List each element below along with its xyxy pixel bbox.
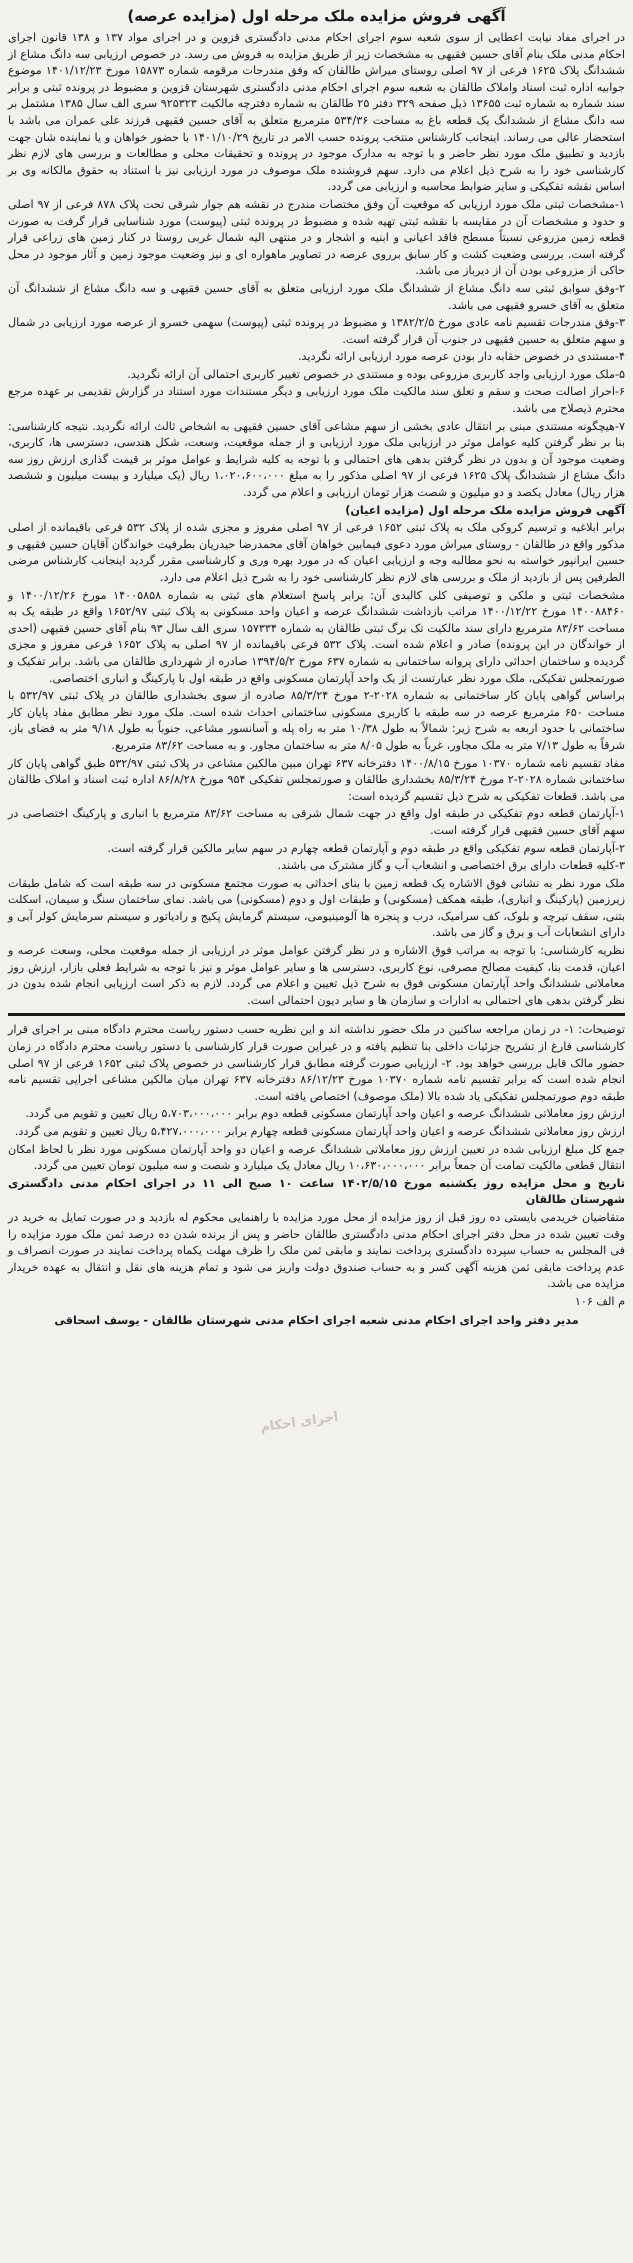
land-item-5: ۵-ملک مورد ارزیابی واجد کاربری مزروعی بوده و مستندی در خصوص تغییر کاربری احتمالی آن ارائه نگردید. [127, 367, 625, 381]
terms-paragraph-3: ارزش روز معاملاتی ششدانگ عرصه و اعیان واحد آپارتمان مسکونی قطعه چهارم برابر ۵،۴۲۷،۰۰۰،۰۰۰ ریال تعیین و تقویم می گردد. [14, 1125, 625, 1138]
section-divider [8, 1013, 625, 1016]
bidder-instructions-paragraph: متقاضیان خریدمی بایستی ده روز قبل از روز مزایده از محل مورد مزایده با راهنمایی محکوم له بازدید و در صورت تمایل به خرید در وقت تعیین شده در محل دفتر اجرای احکام مدنی دادگستری طالقان حاضر و پس از برنده شدن ده درصد ثمن ملک مورد مزایده را فی المجلس به حساب سپرده دادگستری پرداخت نمایند و مابقی ثمن ملک را ظرف مهلت یکماه پرداخت نمایند در صورت انصراف و عدم پرداخت مابقی ثمن هزینه آگهی کسر و به حساب صندوق دولت واریز می شود و تمام هزینه های نقل و انتقال به عهده خریدار مزایده می باشد. [8, 1210, 625, 1291]
stamp-watermark: اجرای احکام [259, 1409, 340, 1436]
notice-title: آگهی فروش مزایده ملک مرحله اول (مزایده عرصه) [127, 7, 506, 25]
reference-code: م الف ۱۰۶ [574, 1294, 625, 1308]
land-item-2: ۲-وفق سوابق ثبتی سه دانگ مشاع از ششدانگ ملک مورد ارزیابی متعلق به آقای حسین فقیهی و سه دانگ مشاع از ششدانگ آن متعلق به آقای خسرو فقیهی می باشد. [8, 281, 625, 312]
land-item-6: ۶-احراز اصالت صحت و سقم و تعلق سند مالکیت ملک مورد ارزیابی و دیگر مستندات مورد استناد در گزارش تقدیمی بر عهده مرجع محترم ذیصلاح می باشد. [8, 385, 625, 416]
section-building-auction [8, 503, 625, 1010]
building-paragraph-2: مشخصات ثبتی و ملکی و توصیفی کلی کالبدی آن: برابر پاسخ استعلام های ثبتی به شماره ۱۴۰۰۵۸۵۸ مورخ ۱۴۰۰/۱۲/۲۶ و ۱۴۰۰۸۸۴۶۰ مورخ ۱۴۰۰/۱۲/۲۲ مراتب بازداشت ششدانگ عرصه و اعیان واحد مسکونی به پلاک ثبتی ۱۶۵۲/۹۷ واقع در طبقه یک به مساحت ۸۳/۶۲ مترمربع دارای سند مالکیت تک برگ ثبتی طالقان به شماره ۱۵۷۳۳۴ سری الف سال ۹۳ بنام آقای حسین فقیهی (احدی از خواندگان در این پرونده) صادر و اعلام شده است. پلاک ۵۳۲ فرعی باقیمانده از ۹۷ اصلی به پلاک ۱۶۵۲ فرعی مفروز و مجزی گردیده و ساختمان احداثی دارای پروانه ساختمانی به شماره ۶۳۷ مورخ ۱۳۹۴/۵/۲ صادره از شهرداری طالقان می باشد. برابر تفکیک و صورتمجلس تفکیکی، ملک مورد نظر عبارتست از یک واحد آپارتمان مسکونی واقع در طبقه اول با پارکینگ و انباری اختصاصی. [8, 588, 625, 685]
building-paragraph-1: برابر ابلاغیه و ترسیم کروکی ملک به پلاک ثبتی ۱۶۵۲ فرعی از ۹۷ اصلی مفروز و مجزی شده از پلاک ۵۳۲ فرعی باقیمانده از اصلی مذکور واقع در طالقان - روستای میراش مورد دعوی فیمابین خواهان آقای محمدرضا حیدریان بطرفیت خواندگان آقایان حسین فقیهی و حسین ایرانپور خواسته به نحو مطالبه وجه و ارزیابی اعیان که در مورد بهره وری و کارشناسی مقرر گردید اینجانب کارشناس مرضی الطرفین پس از بازدید از ملک و بررسی های لازم نظر کارشناسی خود را به شرح ذیل اعلام می دارد. [8, 521, 626, 584]
land-item-1: ۱-مشخصات ثبتی ملک مورد ارزیابی که موقعیت آن وفق مختصات مندرج در نقشه هم جوار شرقی تحت پلاک ۸۷۸ فرعی از ۹۷ اصلی و حدود و مشخصات آن در مقایسه با نقشه ثبتی تهیه شده و مضبوط در پرونده ثبتی (پیوست) مورد شناسایی قرار گرفت به صورت قطعه زمین مزروعی نسبتاً مسطح فاقد اعیانی و ابنیه و اشجار و در منتهی الیه شمال غربی روستا در کنار زمین های زراعی قرار گرفته است. بررسی وضعیت کشت و کار سابق برروی عرصه در تصاویر ماهواره ای و نیز وضعیت موجود زمین و آثار موجود در محل حاکی از مزروعی بودن آن از دیرباز می باشد. [8, 197, 625, 278]
land-item-7: ۷-هیچگونه مستندی مبنی بر انتقال عادی بخشی از سهم مشاعی آقای حسین فقیهی به اشخاص ثالث ارائه نگردید. نتیجه کارشناسی: بنا بر نظر گرفتن کلیه عوامل موثر در ارزیابی ملک مورد ارزیابی و از جمله موقعیت، وسعت، شکل هندسی، دسترسی ها، کاربری، وضعیت موجود آن و بدون در نظر گرفتن بدهی های احتمالی و با توجه به کلیه شرایط و عوامل موثر بر قیمت گذاری ارزش روز سه دانگ مشاع از ششدانگ پلاک ۱۶۲۵ فرعی از ۹۷ اصلی مذکور را به مبلغ ۱،۰۲۰،۶۰۰،۰۰۰ ریال (یک میلیارد و بیست میلیون و ششصد هزار ریال) معادل یکصد و دو میلیون و شصت هزار تومان ارزیابی و اعلام می گردد. [8, 419, 626, 500]
building-paragraph-9: نظریه کارشناسی: با توجه به مراتب فوق الاشاره و در نظر گرفتن عوامل موثر در ارزیابی از جمله موقعیت محلی، وسعت عرصه و اعیان، قدمت بنا، کیفیت مصالح مصرفی، نوع کاربری، دسترسی ها و سایر عوامل موثر و نیز با توجه به شرایط فعلی بازار، ارزش روز معاملاتی ششدانگ واحد آپارتمان مسکونی فوق به شرح ذیل تعیین و اعلام می گردد. لازم به ذکر است ارزیابی انجام شده بدون در نظر گرفتن بدهی های احتمالی به ادارات و سازمان ها و سایر دیون احتمالی است. [8, 944, 625, 1007]
building-paragraph-6: ۲-آپارتمان قطعه سوم تفکیکی واقع در طبقه دوم و آپارتمان قطعه چهارم در سهم سایر مالکین قرار گرفته است. [107, 841, 625, 855]
terms-paragraph-1: توضیحات: ۱- در زمان مراجعه ساکنین در ملک حضور نداشته اند و این نظریه حسب دستور ریاست محترم دادگاه مبنی بر اجرای قرار کارشناسی فارغ از تشریح جزئیات داخلی بنا تنظیم یافته و در غیراین صورت قرار کارشناسی با دستور ریاست محترم دادگاه در زمان حضور مالک قابل بررسی خواهد بود. ۲- ارزیابی صورت گرفته مطابق قرار کارشناسی در خصوص پلاک ثبتی ۱۶۵۲ فرعی از ۹۷ اصلی انجام شده است که برابر تقسیم نامه شماره ۱۰۳۷۰ مورخ ۸۶/۱۲/۲۳ دفترخانه ۶۳۷ تهران میان مالکین مشاعی اجرایی تقسیم نامه طبقه دوم صورتمجلس تفکیکی یاد شده بالا (ملک موصوف) اختصاص یافته است. [8, 1023, 626, 1103]
building-paragraph-8: ملک مورد نظر به نشانی فوق الاشاره یک قطعه زمین با بنای احداثی به صورت مجتمع مسکونی در سه طبقه است که شامل طبقات زیرزمین (پارکینگ و انباری)، طبقه همکف (مسکونی) و طبقات اول و دوم (مسکونی) می باشد. نمای ساختمان سنگ و سیمان، اسکلت بتنی، سقف تیرچه و بلوک، کف سرامیک، درب و پنجره ها آلومینیومی، سیستم گرمایش پکیج و رادیاتور و سیستم سرمایش کولر آبی و دارای انشعابات آب و برق و گاز می باشد. [8, 876, 625, 940]
section-land-auction [8, 30, 625, 502]
section-terms [8, 1022, 625, 1310]
building-paragraph-7: ۳-کلیه قطعات دارای برق اختصاصی و انشعاب آب و گاز مشترک می باشند. [277, 859, 625, 873]
land-item-3: ۳-وفق مندرجات تقسیم نامه عادی مورخ ۱۳۸۲/۲/۵ و مضبوط در پرونده ثبتی (پیوست) سهمی خسرو از عرصه مورد ارزیابی در شمال و سهم متعلق به حسین فقیهی در جنوب آن قرار گرفته است. [8, 316, 625, 346]
building-paragraph-3: براساس گواهی پایان کار ساختمانی به شماره ۲۰۲۸-۲ مورخ ۸۵/۳/۲۴ صادره از سوی بخشداری طالقان در پلاک ثبتی ۵۳۲/۹۷ با مساحت ۶۵۰ مترمربع عرصه در سه طبقه با کاربری مسکونی ساختمانی احداث شده است. ملک مورد نظر مطابق مفاد پایان کار ساختمانی با حدود اربعه به شرح زیر: شمالاً به طول ۱۰/۳۸ متر به راه پله و آسانسور مشاعی، جنوباً به طول ۹/۱۸ متر به فضای باز، شرقاً به طول ۷/۱۳ متر به ملک مجاور، غرباً به طول ۸/۰۵ متر به ساختمان مجاور. و به مساحت ۸۳/۶۲ مترمربع. [8, 689, 625, 752]
land-item-4: ۴-مستندی در خصوص حقابه دار بودن عرصه مورد ارزیابی ارائه نگردید. [297, 350, 625, 364]
land-intro-paragraph: در اجرای مفاد نیابت اعطایی از سوی شعبه سوم اجرای احکام مدنی دادگستری قزوین و در اجرای مواد ۱۳۷ و ۱۳۸ قانون اجرای احکام مدنی ملک بنام آقای حسین فقیهی به مشخصات زیر از طریق مزایده به فروش می رسد. در خصوص ارزیابی سه دانگ مشاع از ششدانگ پلاک ۱۶۲۵ فرعی از ۹۷ اصلی روستای میراش طالقان که وفق مندرجات مرقومه شماره ۱۵۸۷۳ مورخ ۱۴۰۱/۱۲/۲۳ موضوع جوابیه اداره ثبت اسناد واملاک طالقان به شعبه سوم اجرای احکام مدنی دادگستری شهرستان قزوین و مضبوط در پرونده ثبتی و برابر سند شماره به شماره ثبت ۱۳۶۵۵ ذیل صفحه ۳۲۹ دفتر ۲۵ طالقان به شماره دفترچه مالکیت ۹۲۵۳۲۳ سری الف سال ۱۳۸۵ مشتمل بر سه دانگ مشاع از ششدانگ یک قطعه باغ به مساحت ۵۳۴/۳۶ مترمربع متعلق به آقای حسین فقیهی فرزند علی عمران می باشد با استحضار عالی می رساند. اینجانب کارشناس منتخب پرونده حسب الامر در تاریخ ۱۴۰۱/۱۰/۲۹ با حضور خواهان و یا نماینده شان جهت بازدید و تطبیق ملک مورد نظر حاضر و با توجه به مدارک موجود در پرونده و تحقیقات محلی و مطالعات و بررسی های لازم نظر کارشناسی خود را به شرح ذیل اعلام می دارد. سهم فروشنده ملک موصوف در مورد ارزیابی نیز با استناد به حقوق مالکانه وی بر اساس نقشه تفکیکی و سایر ضوابط محاسبه و ارزیابی می گردد. [8, 31, 626, 194]
building-paragraph-5: ۱-آپارتمان قطعه دوم تفکیکی در طبقه اول واقع در جهت شمال شرقی به مساحت ۸۳/۶۲ مترمربع با انباری و پارکینگ اختصاصی در سهم آقای حسین فقیهی قرار گرفته است. [8, 807, 625, 837]
building-heading: آگهی فروش مزایده ملک مرحله اول (مزایده اعیان) [345, 503, 625, 517]
building-paragraph-4: مفاد تقسیم نامه شماره ۱۰۳۷۰ مورخ ۱۴۰۰/۸/۱۵ دفترخانه ۶۳۷ تهران مبین مالکین مشاعی در پلاک ثبتی ۵۳۲/۹۷ طبق گواهی پایان کار ساختمانی شماره ۲۰۲۸-۲ مورخ ۸۵/۳/۲۴ بخشداری طالقان و صورتمجلس تفکیکی ۹۵۴ مورخ ۸۶/۸/۲۸ اداره ثبت اسناد و املاک طالقان می باشد. قطعات تفکیکی به شرح ذیل تقسیم گردیده است: [8, 756, 625, 803]
signature-line: مدیر دفتر واحد اجرای احکام مدنی شعبه اجرای احکام مدنی شهرستان طالقان - یوسف اسحاقی [54, 1313, 579, 1327]
terms-paragraph-4: جمع کل مبلغ ارزیابی شده در تعیین ارزش روز معاملاتی ششدانگ عرصه و اعیان دو واحد آپارتمان مسکونی مورد نظر با لحاظ امکان انتقال قطعی مالکیت تمامت آن جمعاً برابر ۱۰،۶۳۰،۰۰۰،۰۰۰ ریال معادل یک میلیارد و شصت و سه میلیون تومان تعیین می گردد. [8, 1142, 625, 1173]
terms-paragraph-2: ارزش روز معاملاتی ششدانگ عرصه و اعیان واحد آپارتمان مسکونی قطعه دوم برابر ۵،۷۰۳،۰۰۰،۰۰۰ ریال تعیین و تقویم می گردد. [25, 1107, 625, 1121]
auction-date-paragraph: تاریخ و محل مزایده روز یکشنبه مورخ ۱۴۰۲/۵/۱۵ ساعت ۱۰ صبح الی ۱۱ در اجرای احکام مدنی دادگستری شهرستان طالقان [8, 1176, 625, 1207]
